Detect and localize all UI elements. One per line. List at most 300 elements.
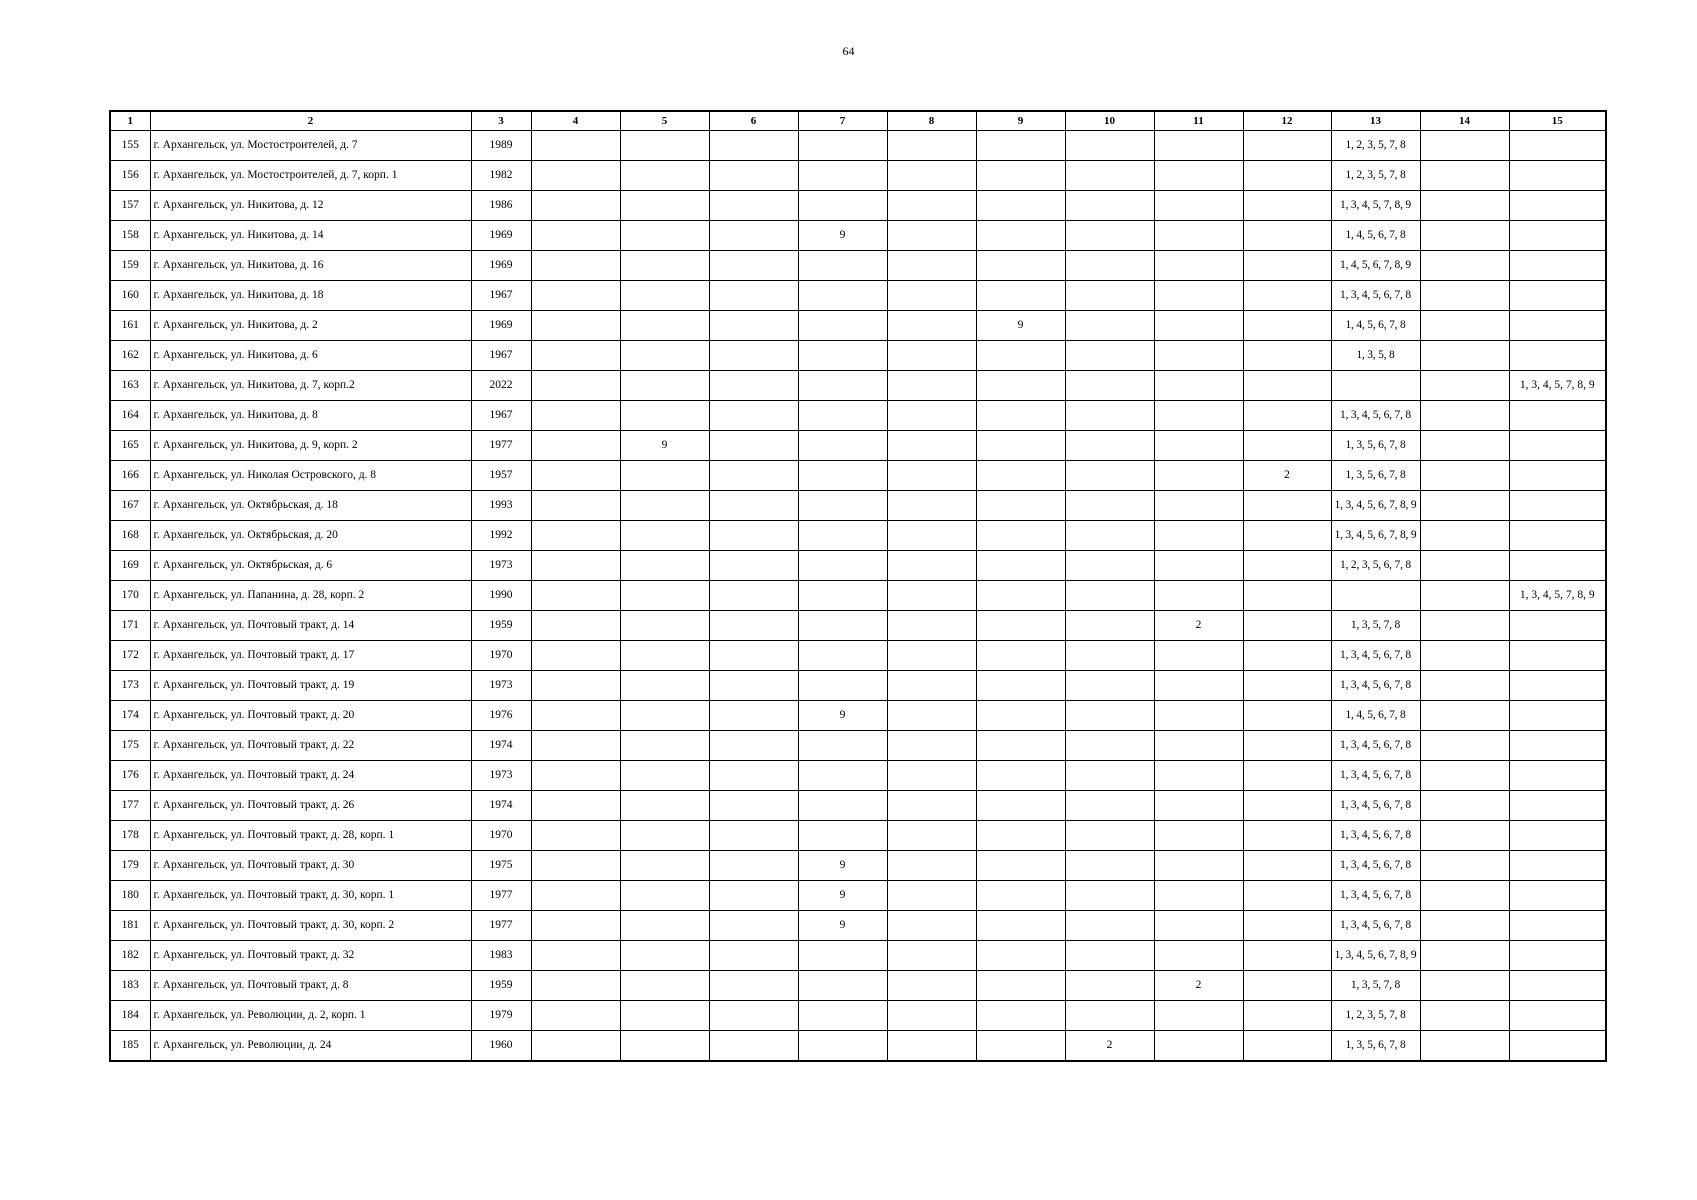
table-cell	[976, 731, 1065, 761]
table-cell	[1065, 671, 1154, 701]
table-cell	[531, 491, 620, 521]
table-cell	[531, 881, 620, 911]
table-cell	[620, 341, 709, 371]
table-cell	[620, 971, 709, 1001]
table-cell	[620, 941, 709, 971]
table-cell	[1331, 581, 1420, 611]
column-header: 6	[709, 111, 798, 131]
address-cell: г. Архангельск, ул. Никитова, д. 16	[150, 251, 471, 281]
table-cell: 1, 4, 5, 6, 7, 8	[1331, 221, 1420, 251]
table-cell	[798, 161, 887, 191]
address-cell: г. Архангельск, ул. Никитова, д. 2	[150, 311, 471, 341]
table-cell	[531, 281, 620, 311]
table-cell	[1154, 341, 1243, 371]
table-cell	[1065, 1001, 1154, 1031]
table-cell	[798, 491, 887, 521]
table-cell	[1420, 401, 1509, 431]
table-cell	[709, 1031, 798, 1062]
table-row	[110, 881, 1606, 911]
table-cell: 1, 3, 5, 7, 8	[1331, 611, 1420, 641]
table-cell	[620, 701, 709, 731]
year-cell: 1969	[471, 251, 531, 281]
table-cell	[976, 401, 1065, 431]
table-cell	[1065, 821, 1154, 851]
table-cell	[709, 401, 798, 431]
table-cell	[887, 221, 976, 251]
table-cell	[1420, 431, 1509, 461]
year-cell: 1967	[471, 281, 531, 311]
table-cell	[1154, 761, 1243, 791]
column-header: 12	[1243, 111, 1331, 131]
table-cell	[1420, 161, 1509, 191]
table-cell: 1, 3, 4, 5, 6, 7, 8	[1331, 641, 1420, 671]
table-cell	[1420, 791, 1509, 821]
table-cell	[1509, 671, 1606, 701]
address-cell: г. Архангельск, ул. Октябрьская, д. 20	[150, 521, 471, 551]
column-header: 5	[620, 111, 709, 131]
table-cell	[798, 1001, 887, 1031]
table-cell	[887, 851, 976, 881]
table-cell	[887, 581, 976, 611]
year-cell: 1989	[471, 131, 531, 161]
address-cell: г. Архангельск, ул. Почтовый тракт, д. 32	[150, 941, 471, 971]
table-cell	[887, 641, 976, 671]
table-cell	[798, 401, 887, 431]
table-cell	[1243, 911, 1331, 941]
table-cell	[1420, 461, 1509, 491]
table-cell	[531, 851, 620, 881]
table-cell	[531, 791, 620, 821]
table-cell	[976, 371, 1065, 401]
table-cell	[1420, 581, 1509, 611]
table-row	[110, 1031, 1606, 1062]
table-cell	[1331, 371, 1420, 401]
address-cell: г. Архангельск, ул. Мостостроителей, д. 7, корп. 1	[150, 161, 471, 191]
table-cell: 1, 3, 4, 5, 7, 8, 9	[1331, 191, 1420, 221]
table-cell	[1420, 641, 1509, 671]
table-cell	[531, 431, 620, 461]
table-cell	[709, 971, 798, 1001]
address-cell: г. Архангельск, ул. Никитова, д. 18	[150, 281, 471, 311]
table-cell	[620, 251, 709, 281]
table-cell	[1154, 1031, 1243, 1062]
table-cell: 9	[798, 911, 887, 941]
table-cell	[1243, 371, 1331, 401]
table-cell	[798, 581, 887, 611]
table-cell: 1, 2, 3, 5, 6, 7, 8	[1331, 551, 1420, 581]
table-cell	[1243, 611, 1331, 641]
table-cell	[976, 131, 1065, 161]
table-cell	[1065, 311, 1154, 341]
year-cell: 1969	[471, 311, 531, 341]
table-cell	[1420, 491, 1509, 521]
table-cell	[709, 791, 798, 821]
table-cell	[1243, 521, 1331, 551]
table-cell	[1420, 761, 1509, 791]
table-cell	[976, 701, 1065, 731]
address-cell: г. Архангельск, ул. Революции, д. 24	[150, 1031, 471, 1062]
table-cell	[531, 641, 620, 671]
table-cell	[1154, 941, 1243, 971]
table-cell	[1509, 461, 1606, 491]
table-cell	[1509, 1031, 1606, 1062]
column-header: 11	[1154, 111, 1243, 131]
table-cell: 1, 3, 4, 5, 6, 7, 8, 9	[1331, 491, 1420, 521]
table-cell	[1065, 971, 1154, 1001]
table-cell	[887, 371, 976, 401]
table-cell	[1509, 431, 1606, 461]
table-row	[110, 371, 1606, 401]
table-cell	[1509, 851, 1606, 881]
table-cell	[1065, 611, 1154, 641]
table-cell	[976, 611, 1065, 641]
table-cell	[531, 161, 620, 191]
table-row	[110, 341, 1606, 371]
table-cell	[1420, 251, 1509, 281]
table-row	[110, 131, 1606, 161]
table-cell	[1154, 521, 1243, 551]
table-cell	[531, 371, 620, 401]
table-cell	[798, 941, 887, 971]
table-cell	[976, 191, 1065, 221]
table-cell	[1509, 611, 1606, 641]
table-cell: 1, 4, 5, 6, 7, 8	[1331, 701, 1420, 731]
table-cell	[1154, 671, 1243, 701]
table-cell	[620, 461, 709, 491]
table-cell	[620, 761, 709, 791]
table-cell: 1, 2, 3, 5, 7, 8	[1331, 161, 1420, 191]
address-cell: г. Архангельск, ул. Почтовый тракт, д. 8	[150, 971, 471, 1001]
table-cell	[798, 281, 887, 311]
table-cell	[620, 131, 709, 161]
table-cell	[798, 251, 887, 281]
row-number: 160	[110, 281, 150, 311]
table-cell	[1509, 161, 1606, 191]
table-cell	[887, 1001, 976, 1031]
table-cell	[1154, 221, 1243, 251]
row-number: 185	[110, 1031, 150, 1062]
table-cell: 1, 3, 4, 5, 6, 7, 8	[1331, 881, 1420, 911]
register-table	[109, 110, 1607, 1062]
table-cell: 2	[1154, 611, 1243, 641]
table-cell	[1509, 131, 1606, 161]
table-cell	[1065, 791, 1154, 821]
table-cell	[709, 341, 798, 371]
table-cell: 1, 2, 3, 5, 7, 8	[1331, 131, 1420, 161]
address-cell: г. Архангельск, ул. Почтовый тракт, д. 17	[150, 641, 471, 671]
address-cell: г. Архангельск, ул. Никитова, д. 9, корп. 2	[150, 431, 471, 461]
table-row	[110, 941, 1606, 971]
column-header: 10	[1065, 111, 1154, 131]
table-cell	[1243, 131, 1331, 161]
table-cell: 9	[798, 851, 887, 881]
table-cell	[709, 641, 798, 671]
address-cell: г. Архангельск, ул. Никитова, д. 14	[150, 221, 471, 251]
table-cell	[1420, 551, 1509, 581]
year-cell: 1970	[471, 641, 531, 671]
table-cell	[1065, 251, 1154, 281]
table-cell	[709, 551, 798, 581]
table-body	[110, 131, 1606, 1062]
year-cell: 1974	[471, 731, 531, 761]
table-cell	[1065, 221, 1154, 251]
table-cell	[798, 791, 887, 821]
row-number: 163	[110, 371, 150, 401]
table-cell	[1065, 881, 1154, 911]
table-cell	[798, 641, 887, 671]
table-cell	[887, 911, 976, 941]
table-cell	[709, 941, 798, 971]
table-cell	[531, 671, 620, 701]
table-cell	[1420, 821, 1509, 851]
year-cell: 1982	[471, 161, 531, 191]
table-cell	[976, 791, 1065, 821]
table-cell	[531, 251, 620, 281]
table-cell	[620, 491, 709, 521]
column-header: 14	[1420, 111, 1509, 131]
table-cell	[1243, 881, 1331, 911]
year-cell: 1977	[471, 431, 531, 461]
table-cell	[709, 191, 798, 221]
table-cell	[1420, 221, 1509, 251]
table-cell	[531, 941, 620, 971]
table-cell: 1, 3, 4, 5, 6, 7, 8	[1331, 731, 1420, 761]
table-cell	[1243, 731, 1331, 761]
table-cell	[1243, 551, 1331, 581]
table-cell	[1243, 851, 1331, 881]
table-cell	[887, 431, 976, 461]
table-cell	[798, 731, 887, 761]
table-cell	[798, 611, 887, 641]
table-cell	[887, 791, 976, 821]
table-cell	[709, 821, 798, 851]
table-cell	[1420, 941, 1509, 971]
table-cell	[1509, 761, 1606, 791]
address-cell: г. Архангельск, ул. Почтовый тракт, д. 26	[150, 791, 471, 821]
table-cell: 1, 3, 4, 5, 7, 8, 9	[1509, 581, 1606, 611]
table-cell	[1420, 1001, 1509, 1031]
table-row	[110, 281, 1606, 311]
year-cell: 1970	[471, 821, 531, 851]
table-cell: 9	[798, 701, 887, 731]
table-cell	[1243, 761, 1331, 791]
table-cell	[1154, 881, 1243, 911]
table-cell	[798, 371, 887, 401]
table-row	[110, 971, 1606, 1001]
table-cell	[976, 881, 1065, 911]
address-cell: г. Архангельск, ул. Октябрьская, д. 18	[150, 491, 471, 521]
year-cell: 1973	[471, 551, 531, 581]
table-cell	[1420, 371, 1509, 401]
table-cell	[1154, 491, 1243, 521]
table-cell	[798, 311, 887, 341]
column-header: 9	[976, 111, 1065, 131]
row-number: 177	[110, 791, 150, 821]
year-cell: 2022	[471, 371, 531, 401]
table-cell	[1243, 821, 1331, 851]
table-cell	[531, 761, 620, 791]
table-cell	[709, 1001, 798, 1031]
table-cell: 9	[620, 431, 709, 461]
table-cell: 9	[798, 881, 887, 911]
table-cell	[620, 731, 709, 761]
table-cell	[709, 521, 798, 551]
table-cell	[1243, 491, 1331, 521]
table-row	[110, 431, 1606, 461]
row-number: 175	[110, 731, 150, 761]
table-cell	[976, 551, 1065, 581]
table-cell	[531, 581, 620, 611]
table-cell	[887, 161, 976, 191]
table-cell	[709, 581, 798, 611]
table-cell	[620, 521, 709, 551]
table-cell	[887, 191, 976, 221]
table-cell: 1, 3, 4, 5, 6, 7, 8	[1331, 401, 1420, 431]
table-cell	[798, 1031, 887, 1062]
address-cell: г. Архангельск, ул. Почтовый тракт, д. 30	[150, 851, 471, 881]
table-row	[110, 821, 1606, 851]
table-cell	[620, 611, 709, 641]
table-row	[110, 311, 1606, 341]
column-header: 8	[887, 111, 976, 131]
table-cell	[620, 1031, 709, 1062]
table-cell	[1243, 701, 1331, 731]
table-cell	[620, 641, 709, 671]
table-cell	[1509, 791, 1606, 821]
table-cell	[1420, 341, 1509, 371]
table-cell	[1509, 731, 1606, 761]
table-cell	[887, 281, 976, 311]
table-cell	[531, 971, 620, 1001]
table-row	[110, 491, 1606, 521]
row-number: 180	[110, 881, 150, 911]
row-number: 181	[110, 911, 150, 941]
table-cell	[1509, 341, 1606, 371]
table-cell	[1065, 131, 1154, 161]
table-cell	[976, 911, 1065, 941]
table-cell	[709, 881, 798, 911]
table-cell	[798, 521, 887, 551]
table-cell	[976, 641, 1065, 671]
table-row	[110, 641, 1606, 671]
table-cell	[1509, 911, 1606, 941]
table-cell	[531, 311, 620, 341]
table-cell	[709, 731, 798, 761]
table-cell: 1, 3, 4, 5, 6, 7, 8, 9	[1331, 521, 1420, 551]
table-cell	[1420, 1031, 1509, 1062]
table-cell	[1154, 461, 1243, 491]
year-cell: 1957	[471, 461, 531, 491]
row-number: 157	[110, 191, 150, 221]
table-row	[110, 851, 1606, 881]
year-cell: 1959	[471, 971, 531, 1001]
table-cell	[620, 311, 709, 341]
table-cell	[976, 161, 1065, 191]
table-cell	[887, 761, 976, 791]
table-cell	[1154, 731, 1243, 761]
column-header: 15	[1509, 111, 1606, 131]
table-cell	[887, 401, 976, 431]
row-number: 158	[110, 221, 150, 251]
table-cell	[1509, 641, 1606, 671]
table-cell	[531, 221, 620, 251]
table-cell	[1509, 521, 1606, 551]
table-cell	[1420, 521, 1509, 551]
table-cell	[1243, 941, 1331, 971]
table-cell	[1243, 671, 1331, 701]
table-cell	[1065, 281, 1154, 311]
table-cell	[798, 551, 887, 581]
table-cell	[1065, 521, 1154, 551]
table-cell	[976, 281, 1065, 311]
table-cell	[1420, 881, 1509, 911]
table-cell: 2	[1065, 1031, 1154, 1062]
table-cell	[709, 611, 798, 641]
table-row	[110, 581, 1606, 611]
table-cell	[798, 341, 887, 371]
row-number: 169	[110, 551, 150, 581]
year-cell: 1990	[471, 581, 531, 611]
table-cell: 1, 3, 4, 5, 7, 8, 9	[1509, 371, 1606, 401]
table-cell	[1154, 371, 1243, 401]
table-cell	[1154, 431, 1243, 461]
table-cell	[1065, 431, 1154, 461]
table-cell	[798, 971, 887, 1001]
table-cell	[620, 551, 709, 581]
table-cell	[531, 911, 620, 941]
table-cell	[1065, 581, 1154, 611]
table-cell	[887, 341, 976, 371]
table-cell	[620, 371, 709, 401]
row-number: 167	[110, 491, 150, 521]
table-cell	[887, 461, 976, 491]
table-cell	[620, 581, 709, 611]
table-cell	[976, 341, 1065, 371]
row-number: 170	[110, 581, 150, 611]
table-cell	[1509, 1001, 1606, 1031]
table-cell	[1065, 161, 1154, 191]
address-cell: г. Архангельск, ул. Почтовый тракт, д. 30, корп. 2	[150, 911, 471, 941]
table-cell	[1065, 461, 1154, 491]
table-cell	[887, 1031, 976, 1062]
table-cell	[887, 521, 976, 551]
table-cell: 1, 3, 4, 5, 6, 7, 8	[1331, 671, 1420, 701]
year-cell: 1974	[471, 791, 531, 821]
table-cell	[1509, 191, 1606, 221]
table-row	[110, 221, 1606, 251]
table-cell	[887, 881, 976, 911]
table-cell	[1243, 971, 1331, 1001]
address-cell: г. Архангельск, ул. Октябрьская, д. 6	[150, 551, 471, 581]
table-cell	[1243, 281, 1331, 311]
table-cell	[1154, 281, 1243, 311]
table-cell	[1243, 791, 1331, 821]
year-cell: 1975	[471, 851, 531, 881]
table-cell	[1509, 281, 1606, 311]
table-cell	[976, 251, 1065, 281]
table-cell	[1509, 881, 1606, 911]
row-number: 176	[110, 761, 150, 791]
address-cell: г. Архангельск, ул. Никитова, д. 7, корп.2	[150, 371, 471, 401]
address-cell: г. Архангельск, ул. Почтовый тракт, д. 22	[150, 731, 471, 761]
column-header: 3	[471, 111, 531, 131]
table-cell	[887, 971, 976, 1001]
table-cell	[531, 521, 620, 551]
year-cell: 1986	[471, 191, 531, 221]
table-cell	[887, 671, 976, 701]
row-number: 164	[110, 401, 150, 431]
table-cell	[1509, 701, 1606, 731]
